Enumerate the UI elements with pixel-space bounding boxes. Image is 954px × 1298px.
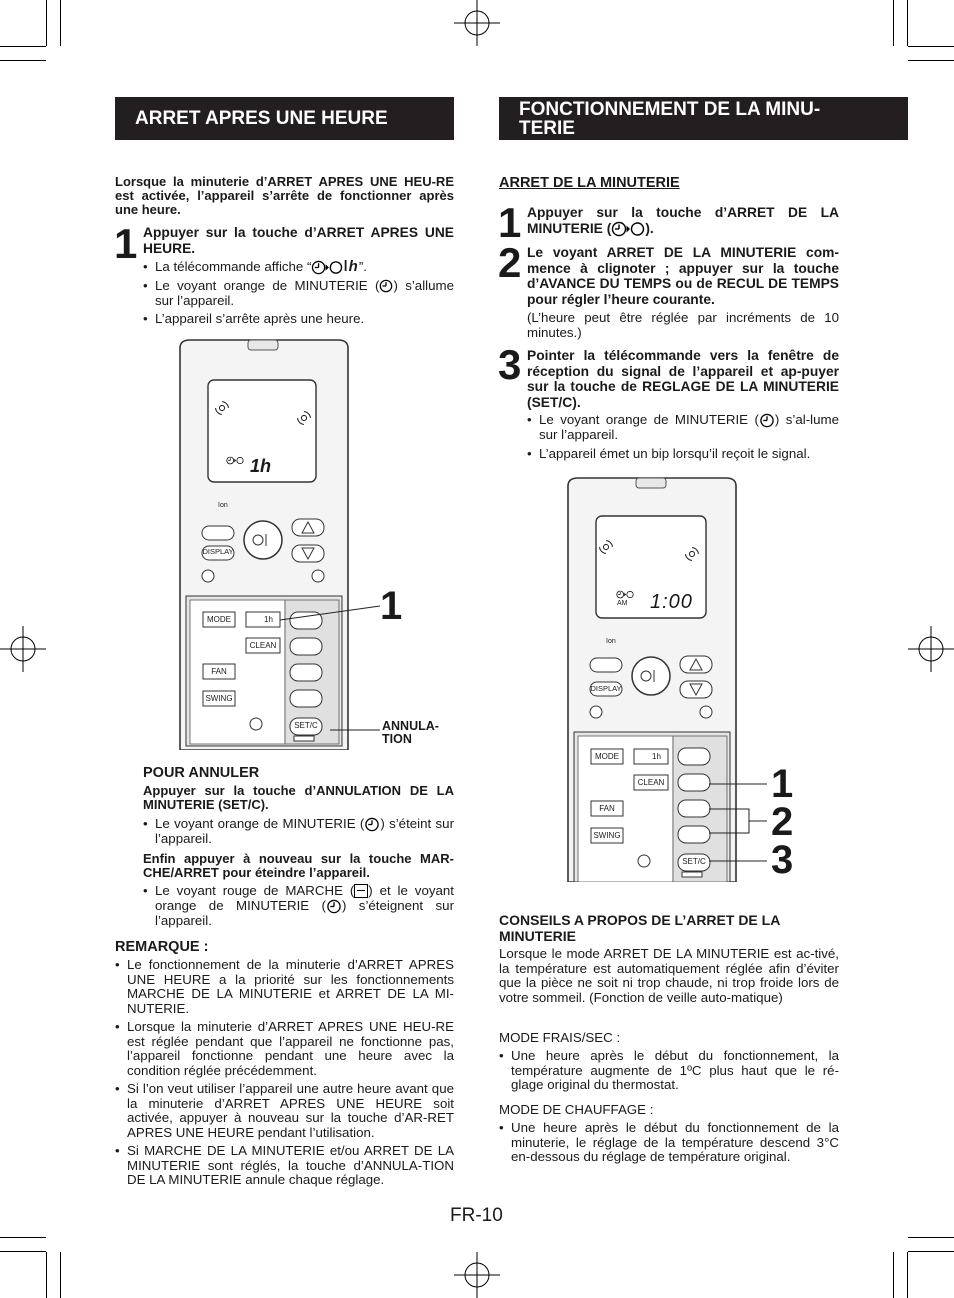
mode-button[interactable]: MODE <box>595 752 619 761</box>
timer-icon <box>759 413 775 428</box>
left-step1-bullet: • L’appareil s’arrête après une heure. <box>143 312 454 327</box>
power-icon <box>354 884 368 898</box>
ion-label: Ion <box>218 502 228 509</box>
left-intro: Lorsque la minuterie d’ARRET APRES UNE HEU-RE est activée, l’appareil s’arrête de fonctionner après une heure. <box>115 174 454 217</box>
page-number: FR-10 <box>450 1205 503 1226</box>
right-step3-number: 3 <box>498 341 521 388</box>
setc-button[interactable]: SET/C <box>682 857 706 866</box>
right-callout-1: 1 <box>771 762 794 806</box>
timer-off-title: ARRET DE LA MINUTERIE <box>499 175 680 191</box>
heat-bullets <box>499 1121 839 1169</box>
left-section-header: ARRET APRES UNE HEURE <box>115 97 454 140</box>
left-step1-bullets <box>143 260 454 331</box>
clean-button[interactable]: CLEAN <box>249 641 277 650</box>
cancel-bullets-1 <box>143 817 454 851</box>
remark-item: • Le fonctionnement de la minuterie d’ARRET APRES UNE HEURE a la priorité sur les fonctionnements MARCHE DE LA MINUTERIE et ARRET DE LA MI-NUTERIE. <box>115 958 454 1016</box>
ion-label: Ion <box>606 638 616 645</box>
swing-button[interactable]: SWING <box>205 694 233 703</box>
remark-item: • Lorsque la minuterie d’ARRET APRES UNE HEU-RE est réglée pendant que l’appareil ne fonctionne pas, l’appareil fonctionne pendant une heure avec la condition réglée précédemment. <box>115 1020 454 1078</box>
fan-button[interactable]: FAN <box>211 667 227 676</box>
right-step2-text: Le voyant ARRET DE LA MINUTERIE com-mence à clignoter ; appuyer sur la touche d’AVANCE DU TEMPS ou de RECUL DE TEMPS pour régler l’heure courante. <box>527 245 839 307</box>
annulation-label: ANNULA- TION <box>382 719 439 746</box>
remark-item: • Si MARCHE DE LA MINUTERIE et/ou ARRET DE LA MINUTERIE sont réglés, la touche d’ANNULA-TION DE LA MINUTERIE annule chaque réglage. <box>115 1144 454 1188</box>
lcd-1h-icon: ǀh <box>343 258 359 276</box>
registration-mark-top <box>454 0 500 46</box>
fan-button[interactable]: FAN <box>599 804 615 813</box>
cool-bullet: • Une heure après le début du fonctionnement, la température augmente de 1ºC plus haut que le ré-glage original du thermostat. <box>499 1049 839 1093</box>
registration-mark-bottom <box>454 1252 500 1298</box>
tips-text: Lorsque le mode ARRET DE LA MINUTERIE est ac-tivé, la température est automatiquement réglée afin d’éviter que la pièce ne soit ni trop chaude, ni trop froide lors de votre sommeil. (Fonction de veille auto-matique) <box>499 946 839 1005</box>
right-step2-note: (L’heure peut être réglée par incréments de 10 minutes.) <box>527 310 839 340</box>
callout-lines-right <box>705 755 775 875</box>
right-callout-2: 2 <box>771 800 794 844</box>
cool-title: MODE FRAIS/SEC : <box>499 1030 621 1045</box>
right-step3-bullet: • L’appareil émet un bip lorsqu’il reçoit le signal. <box>527 447 839 462</box>
left-step1-bullet: • Le voyant orange de MINUTERIE ( ) s’allume sur l’appareil. <box>143 279 454 308</box>
remark-list <box>115 958 454 1192</box>
cancel-bullet: • Le voyant rouge de MARCHE ( ) et le voyant orange de MINUTERIE ( ) s’éteignent sur l’appareil. <box>143 884 454 928</box>
right-step3-bullet: • Le voyant orange de MINUTERIE ( ) s’al-lume sur l’appareil. <box>527 413 839 443</box>
timer-1h-button[interactable]: 1h <box>264 615 273 624</box>
cancel-title: POUR ANNULER <box>143 765 260 781</box>
registration-mark-left <box>0 626 46 672</box>
tips-title: CONSEILS A PROPOS DE L’ARRET DE LA MINUTERIE <box>499 912 780 944</box>
cancel-bullet: • Le voyant orange de MINUTERIE ( ) s’éteint sur l’appareil. <box>143 817 454 847</box>
heat-title: MODE DE CHAUFFAGE : <box>499 1102 654 1117</box>
registration-mark-right <box>908 626 954 672</box>
display-button[interactable]: DISPLAY <box>202 547 234 556</box>
right-step3-bullets <box>527 413 839 465</box>
display-button[interactable]: DISPLAY <box>590 684 622 693</box>
timer-off-icon <box>311 260 343 275</box>
setc-button[interactable]: SET/C <box>294 721 318 730</box>
timer-icon <box>364 817 380 832</box>
right-section-header: FONCTIONNEMENT DE LA MINU-TERIE <box>499 97 908 140</box>
right-step1-text: Appuyer sur la touche d’ARRET DE LA MINUTERIE ( ). <box>527 205 839 236</box>
cancel-bullets-2 <box>143 884 454 932</box>
lcd-1h-text: 1h <box>250 456 272 476</box>
clean-button[interactable]: CLEAN <box>637 778 665 787</box>
mode-button[interactable]: MODE <box>207 615 231 624</box>
left-callout-1: 1 <box>380 584 403 628</box>
lcd-time-text: 1:00 <box>650 591 693 613</box>
cool-bullets <box>499 1049 839 1097</box>
timer-icon <box>326 899 342 914</box>
cancel-final: Enfin appuyer à nouveau sur la touche MAR-CHE/ARRET pour éteindre l’appareil. <box>143 851 454 880</box>
right-step2-number: 2 <box>498 239 521 286</box>
left-step1-bullet: • La télécommande affiche “ ǀh”. <box>143 260 454 275</box>
timer-off-icon <box>611 221 645 237</box>
timer-1h-button[interactable]: 1h <box>652 752 661 761</box>
right-step3-text: Pointer la télécommande vers la fenêtre de réception du signal de l’appareil et ap-puyer sur la touche de REGLAGE DE LA MINUTERIE (SET/C). <box>527 348 839 410</box>
right-callout-3: 3 <box>771 838 794 882</box>
left-step1-number: 1 <box>114 220 137 267</box>
left-step1-text: Appuyer sur la touche d’ARRET APRES UNE HEURE. <box>143 225 454 256</box>
right-step1-number: 1 <box>498 199 521 246</box>
callout-lines-left <box>280 600 390 740</box>
remark-title: REMARQUE : <box>115 939 209 955</box>
heat-bullet: • Une heure après le début du fonctionnement de la minuterie, le réglage de la température descend 3°C en-dessous du réglage de température original. <box>499 1121 839 1165</box>
remark-item: • Si l’on veut utiliser l’appareil une autre heure avant que la minuterie d’ARRET APRES UNE HEURE soit activée, appuyer à nouveau sur la touche d’AR-RET APRES UNE HEURE pendant l’utilisation. <box>115 1082 454 1140</box>
cancel-step: Appuyer sur la touche d’ANNULATION DE LA MINUTERIE (SET/C). <box>143 783 454 812</box>
swing-button[interactable]: SWING <box>593 831 621 840</box>
timer-icon <box>379 279 393 293</box>
lcd-am-text: AM <box>617 600 628 607</box>
